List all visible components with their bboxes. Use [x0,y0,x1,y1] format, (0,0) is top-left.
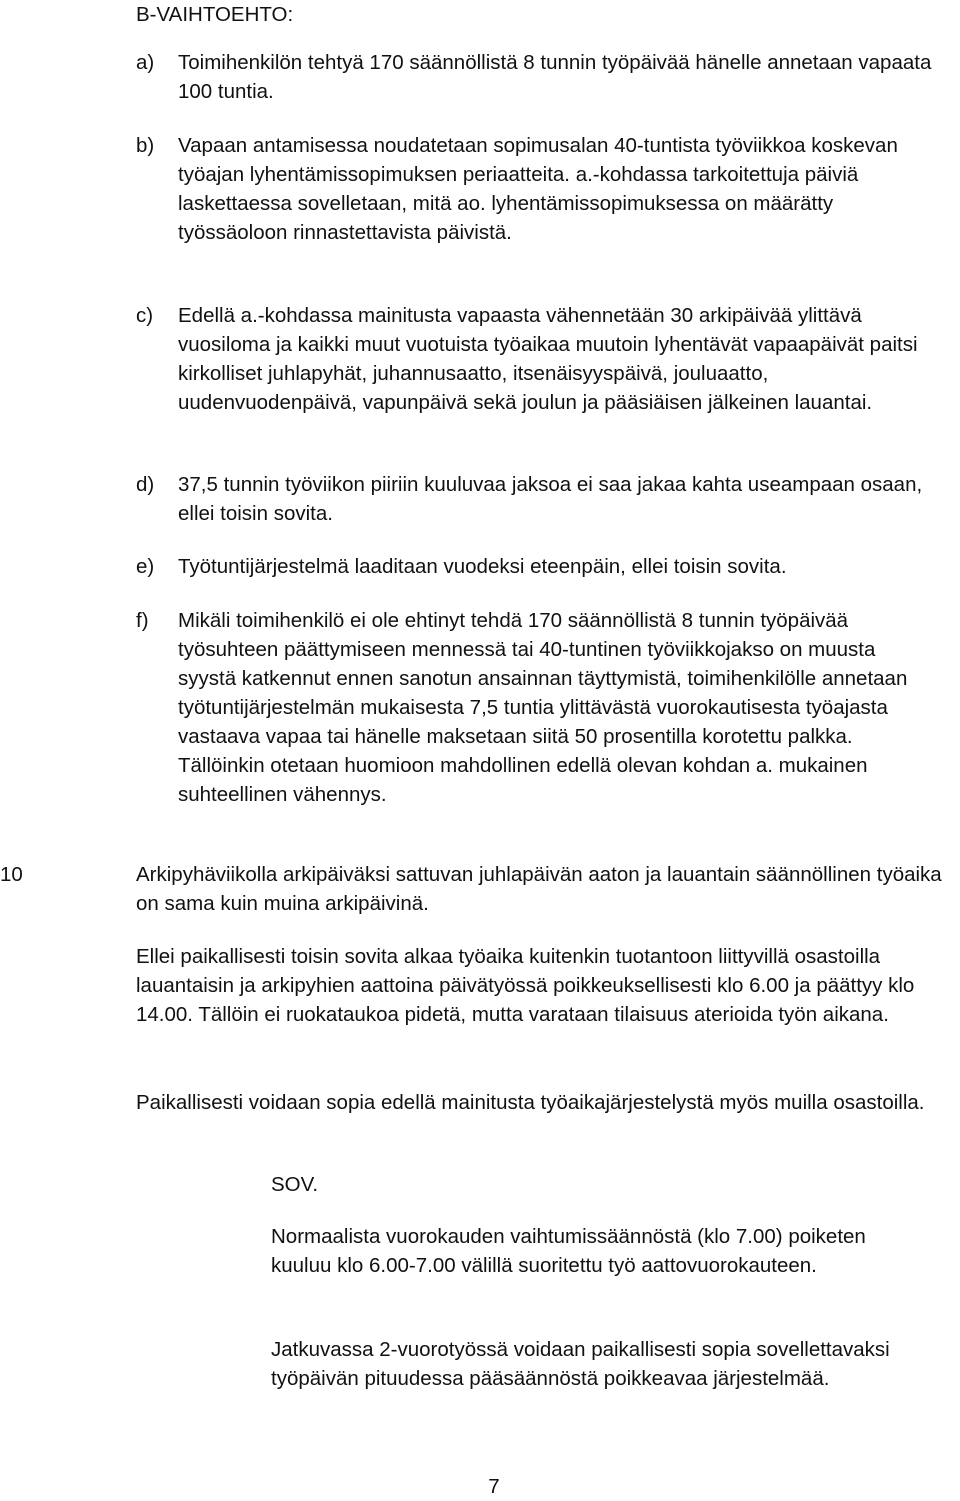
list-item-text: 37,5 tunnin työviikon piiriin kuuluvaa jaksoa ei saa jakaa kahta useampaan osaan, ellei toisin sovita. [178,473,923,525]
paragraph: Ellei paikallisesti toisin sovita alkaa työaika kuitenkin tuotantoon liittyvillä osastoilla lauantaisin ja arkipyhien aattoina päivätyössä poikkeuksellisesti klo 6.00 ja päättyy klo 14.00. Tällöin ei ruokataukoa pidetä, mutta varataan tilaisuus aterioida työn aikana. [136,945,915,1026]
list-item-letter: b) [136,134,155,157]
page-number: 7 [488,1475,500,1498]
list-item-text: Vapaan antamisessa noudatetaan sopimusalan 40-tuntista työviikkoa koskevan työajan lyhentämissopimuksen periaatteita. a.-kohdassa tarkoitettuja päiviä laskettaessa sovelletaan, mitä ao. lyhentämissopimuksessa on määrätty työssäoloon rinnastettavista päivistä. [178,134,898,244]
list-item-text: Mikäli toimihenkilö ei ole ehtinyt tehdä 170 säännöllistä 8 tunnin työpäivää työsuhteen päättymiseen mennessä tai 40-tuntinen työviikkojakso on muusta syystä katkennut ennen sanotun ansainnan täyttymistä, toimihenkilölle annetaan työtuntijärjestelmän mukaisesta 7,5 tuntia ylittävästä vuorokautisesta työajasta vastaava vapaa tai hänelle maksetaan siitä 50 prosentilla korotettu palkka. Tällöinkin otetaan huomioon mahdollinen edellä olevan kohdan a. mukainen suhteellinen vähennys. [178,609,908,806]
list-item-f [136,606,936,809]
list-item-text: Toimihenkilön tehtyä 170 säännöllistä 8 tunnin työpäivää hänelle annetaan vapaata 100 tuntia. [178,51,932,103]
sov-paragraph: Normaalista vuorokauden vaihtumissäännöstä (klo 7.00) poiketen kuuluu klo 6.00-7.00 välillä suoritettu työ aattovuorokauteen. [271,1225,866,1277]
paragraph: Arkipyhäviikolla arkipäiväksi sattuvan juhlapäivän aaton ja lauantain säännöllinen työaika on sama kuin muina arkipäivinä. [136,863,942,915]
section-number: 10 [0,863,23,886]
list-item-text: Edellä a.-kohdassa mainitusta vapaasta vähennetään 30 arkipäivää ylittävä vuosiloma ja kaikki muut vuotuista työaikaa muutoin lyhentävät vapaapäivät paitsi kirkolliset juhlapyhät, juhannusaatto, itsenäisyyspäivä, jouluaatto, uudenvuodenpäivä, vapunpäivä sekä joulun ja pääsiäisen jälkeinen lauantai. [178,304,918,414]
sov-label: SOV. [271,1173,319,1196]
list-item-d [136,470,936,528]
list-item-letter: c) [136,304,154,327]
list-item-a [136,48,936,106]
list-item-text: Työtuntijärjestelmä laaditaan vuodeksi eteenpäin, ellei toisin sovita. [178,555,787,578]
list-item-e [136,552,936,581]
list-item-b [136,131,936,247]
section-heading: B-VAIHTOEHTO: [136,3,294,26]
list-item-letter: f) [136,609,149,632]
sov-paragraph: Jatkuvassa 2-vuorotyössä voidaan paikallisesti sopia sovellettavaksi työpäivän pituudessa pääsäännöstä poikkeavaa järjestelmää. [271,1338,890,1390]
list-item-letter: e) [136,555,155,578]
list-item-letter: a) [136,51,155,74]
paragraph: Paikallisesti voidaan sopia edellä mainitusta työaikajärjestelystä myös muilla osastoilla. [136,1091,925,1114]
list-item-letter: d) [136,473,155,496]
list-item-c [136,301,936,417]
